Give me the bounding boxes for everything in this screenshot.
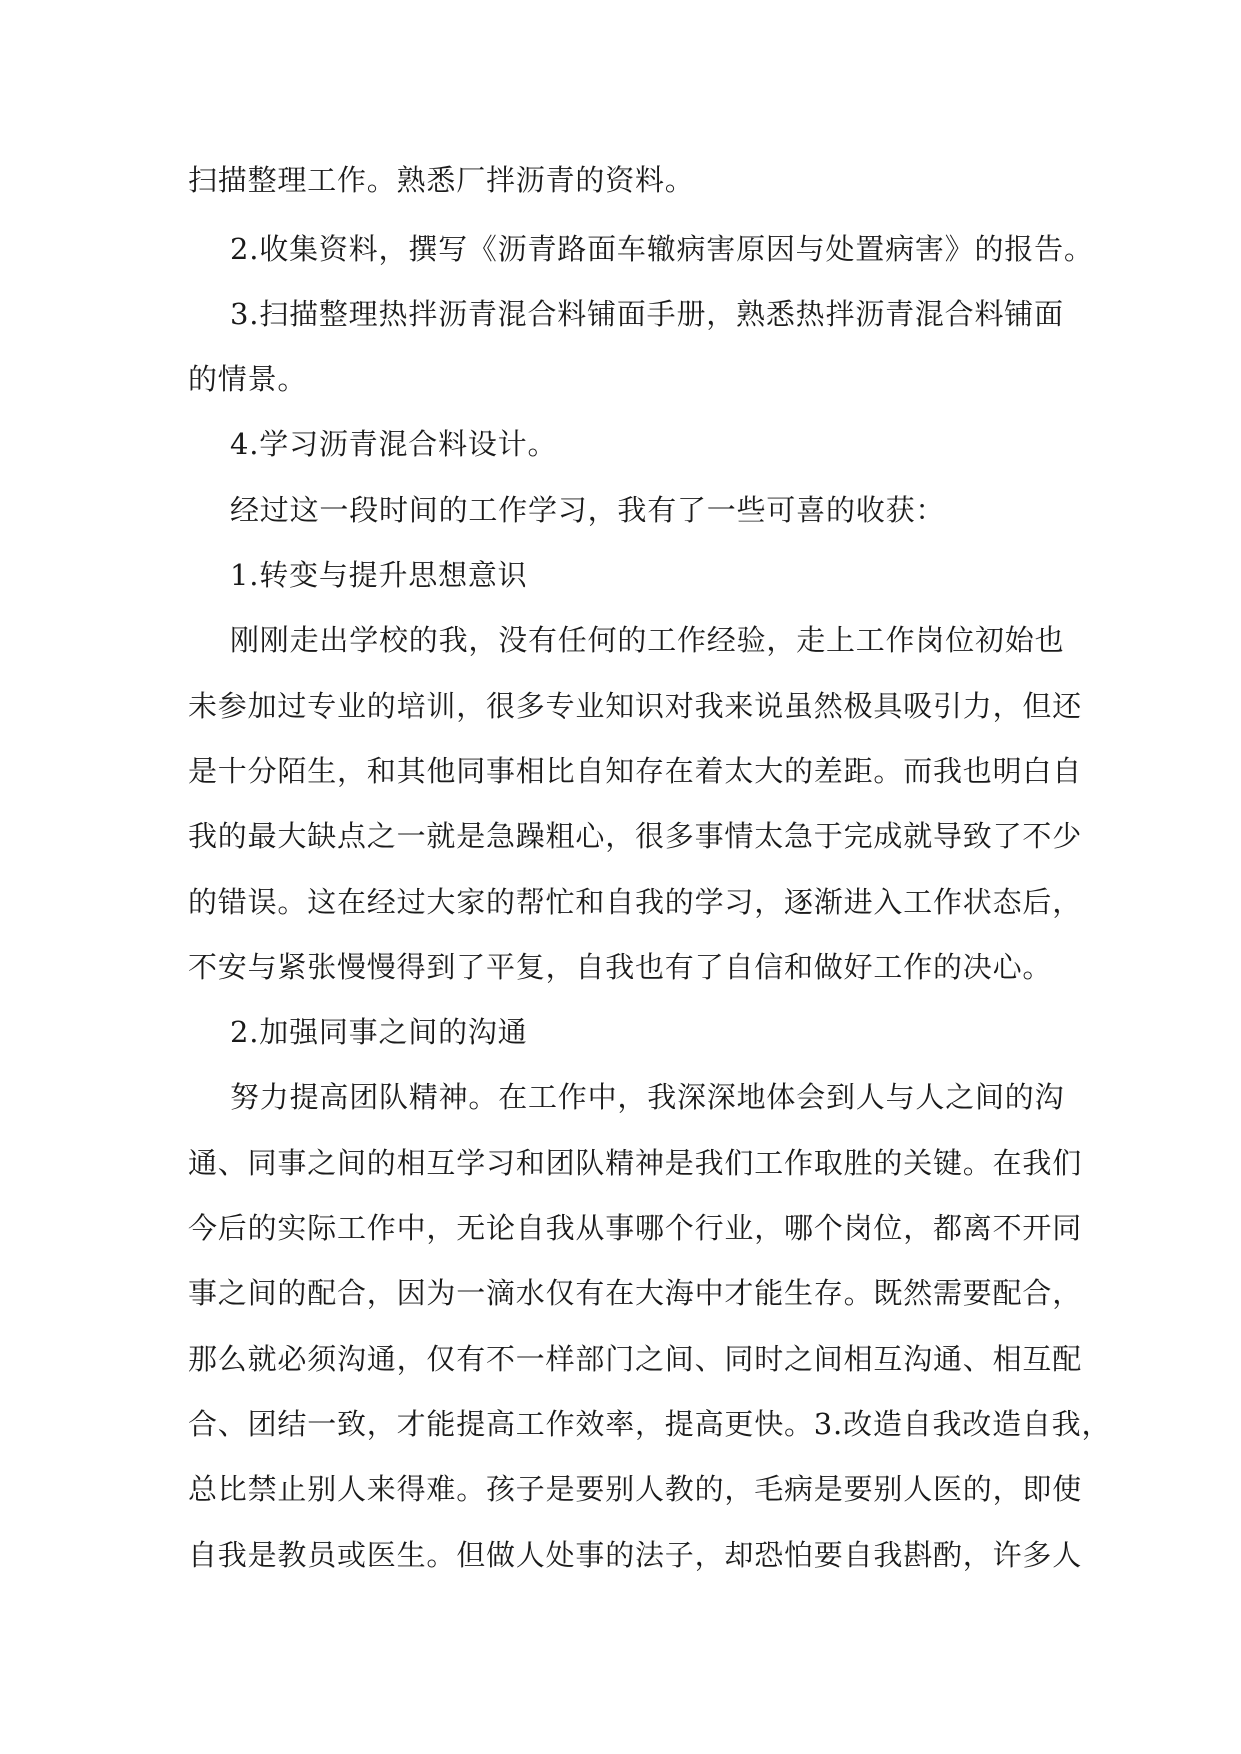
text-line: 通、同事之间的相互学习和团队精神是我们工作取胜的关键。在我们 xyxy=(188,1146,1083,1180)
text-line: 刚刚走出学校的我，没有任何的工作经验，走上工作岗位初始也 xyxy=(230,623,1065,657)
text-line: 1.转变与提升思想意识 xyxy=(230,558,528,592)
text-line: 自我是教员或医生。但做人处事的法子，却恐怕要自我斟酌，许多人 xyxy=(188,1538,1083,1572)
text-line: 是十分陌生，和其他同事相比自知存在着太大的差距。而我也明白自 xyxy=(188,754,1083,788)
text-line: 3.扫描整理热拌沥青混合料铺面手册，熟悉热拌沥青混合料铺面 xyxy=(230,297,1064,331)
text-line: 合、团结一致，才能提高工作效率，提高更快。3.改造自我改造自我， xyxy=(188,1407,1112,1441)
text-line: 2.收集资料，撰写《沥青路面车辙病害原因与处置病害》的报告。 xyxy=(230,232,1094,266)
text-line: 那么就必须沟通，仅有不一样部门之间、同时之间相互沟通、相互配 xyxy=(188,1342,1083,1376)
text-line: 扫描整理工作。熟悉厂拌沥青的资料。 xyxy=(188,163,695,197)
text-line: 总比禁止别人来得难。孩子是要别人教的，毛病是要别人医的，即使 xyxy=(188,1472,1083,1506)
text-line: 2.加强同事之间的沟通 xyxy=(230,1015,528,1049)
text-line: 不安与紧张慢慢得到了平复，自我也有了自信和做好工作的决心。 xyxy=(188,950,1053,984)
text-line: 事之间的配合，因为一滴水仅有在大海中才能生存。既然需要配合， xyxy=(188,1276,1083,1310)
text-line: 的错误。这在经过大家的帮忙和自我的学习，逐渐进入工作状态后， xyxy=(188,885,1083,919)
text-line: 我的最大缺点之一就是急躁粗心，很多事情太急于完成就导致了不少 xyxy=(188,819,1083,853)
text-line: 4.学习沥青混合料设计。 xyxy=(230,427,558,461)
text-line: 今后的实际工作中，无论自我从事哪个行业，哪个岗位，都离不开同 xyxy=(188,1211,1083,1245)
text-line: 经过这一段时间的工作学习，我有了一些可喜的收获： xyxy=(230,493,946,527)
text-line: 努力提高团队精神。在工作中，我深深地体会到人与人之间的沟 xyxy=(230,1080,1065,1114)
text-line: 的情景。 xyxy=(188,362,308,396)
text-line: 未参加过专业的培训，很多专业知识对我来说虽然极具吸引力，但还 xyxy=(188,689,1083,723)
